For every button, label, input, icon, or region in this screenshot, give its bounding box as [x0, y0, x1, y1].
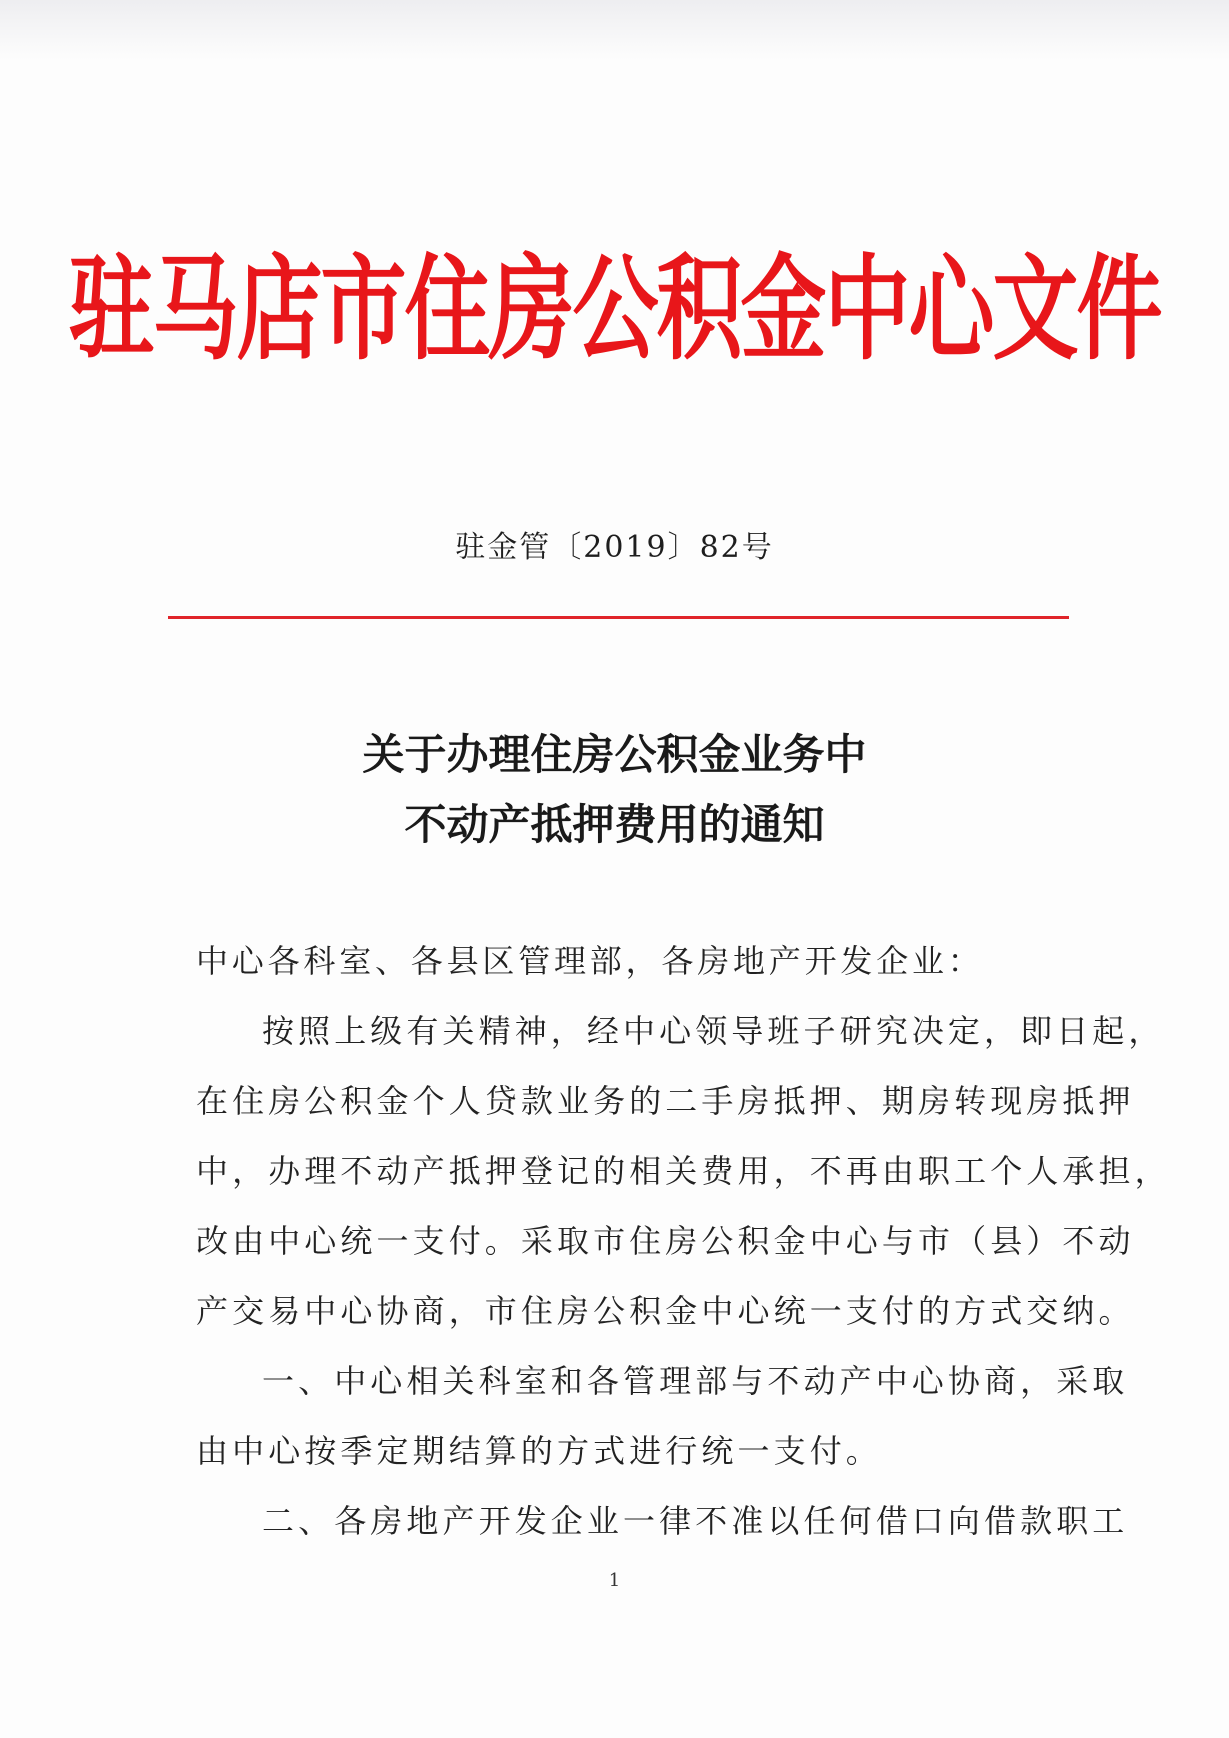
notice-title-line-1: 关于办理住房公积金业务中 [362, 730, 867, 779]
body-line-5: 产交易中心协商，市住房公积金中心统一支付的方式交纳。 [196, 1292, 1135, 1330]
document-number: 驻金管〔2019〕82号 [455, 530, 774, 565]
body-line-4: 改由中心统一支付。采取市住房公积金中心与市（县）不动 [196, 1222, 1135, 1260]
body-line-2: 在住房公积金个人贷款业务的二手房抵押、期房转现房抵押 [196, 1082, 1135, 1120]
page-number: 1 [608, 1570, 621, 1591]
notice-title-line-2: 不动产抵押费用的通知 [404, 800, 825, 849]
body-line-8: 二、各房地产开发企业一律不准以任何借口向借款职工 [262, 1502, 1129, 1540]
issuing-authority-header: 驻马店市住房公积金中心文件 [68, 242, 1161, 377]
body-line-3: 中，办理不动产抵押登记的相关费用，不再由职工个人承担， [196, 1152, 1171, 1190]
body-line-1: 按照上级有关精神，经中心领导班子研究决定，即日起， [262, 1012, 1165, 1050]
scan-edge-shadow [0, 0, 1229, 60]
salutation: 中心各科室、各县区管理部，各房地产开发企业： [196, 942, 984, 980]
red-separator-line [168, 616, 1069, 619]
body-line-6: 一、中心相关科室和各管理部与不动产中心协商，采取 [262, 1362, 1129, 1400]
body-line-7: 由中心按季定期结算的方式进行统一支付。 [196, 1432, 882, 1470]
